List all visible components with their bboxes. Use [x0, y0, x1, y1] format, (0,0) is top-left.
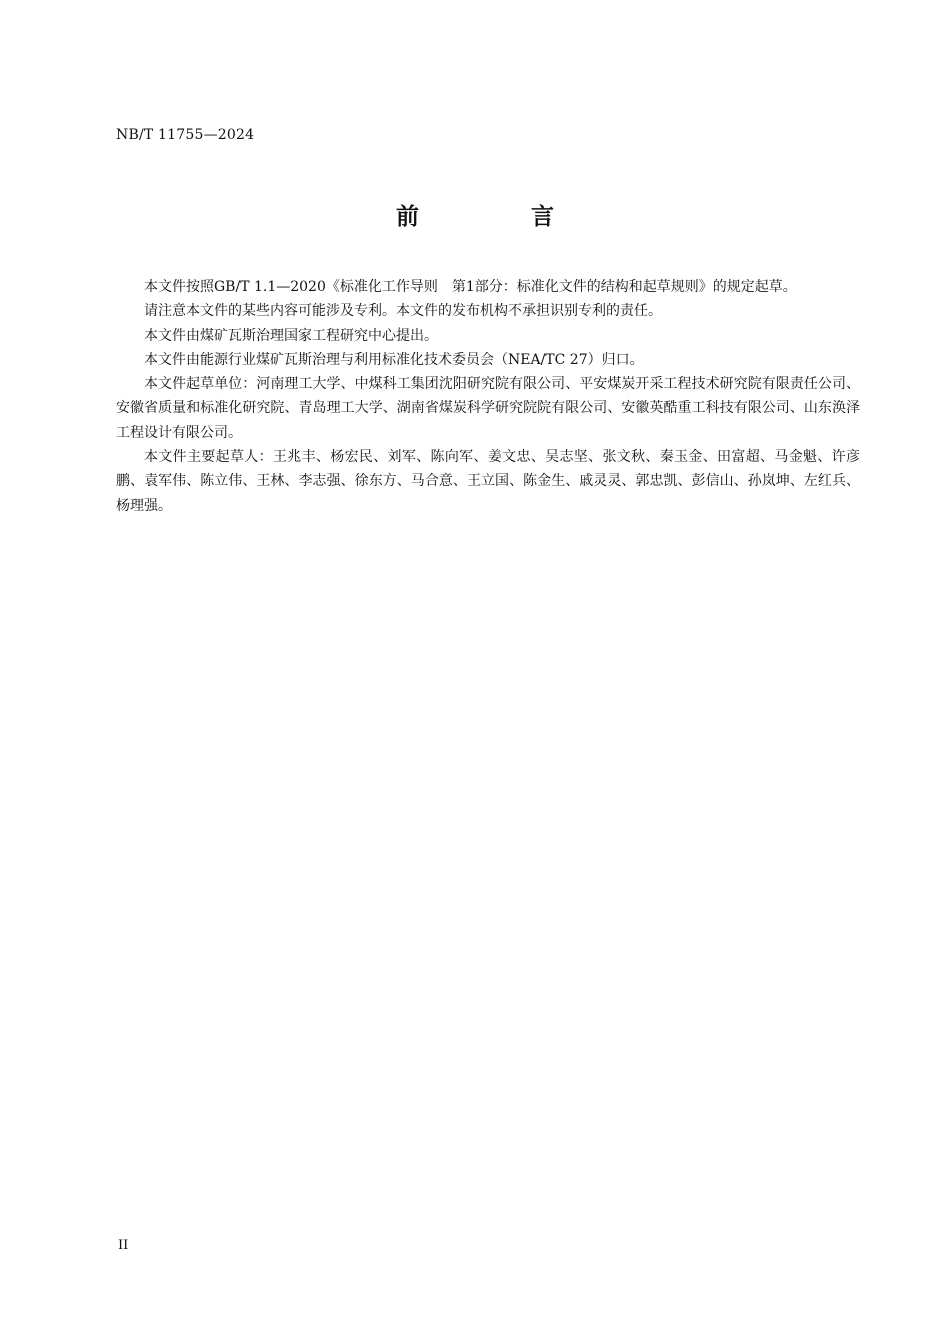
paragraph-proposer: 本文件由煤矿瓦斯治理国家工程研究中心提出。 [144, 327, 438, 344]
page-number: II [118, 1238, 129, 1253]
paragraph-drafting-rules: 本文件按照GB/T 1.1—2020《标准化工作导则 第1部分：标准化文件的结构和起草规则》的规定起草。 [144, 279, 797, 295]
paragraph-drafting-units: 本文件起草单位：河南理工大学、中煤科工集团沈阳研究院有限公司、平安煤炭开采工程技术研究院有限责任公司、安徽省质量和标准化研究院、青岛理工大学、湖南省煤炭科学研究院院有限公司、安徽英酷重工科技有限公司、山东涣泽工程设计有限公司。 [116, 376, 860, 441]
paragraph-administration: 本文件由能源行业煤矿瓦斯治理与利用标准化技术委员会（NEA/TC 27）归口。 [144, 351, 644, 368]
page-title: 前 言 [395, 204, 606, 230]
standard-code: NB/T 11755—2024 [116, 127, 255, 143]
paragraph-patent-notice: 请注意本文件的某些内容可能涉及专利。本文件的发布机构不承担识别专利的责任。 [144, 303, 662, 320]
paragraph-drafters: 本文件主要起草人：王兆丰、杨宏民、刘军、陈向军、姜文忠、吴志坚、张文秋、秦玉金、田富超、马金魁、许彦鹏、袁军伟、陈立伟、王林、李志强、徐东方、马合意、王立国、陈金生、戚灵灵、郭忠凯、彭信山、孙岚坤、左红兵、杨理强。 [116, 449, 860, 514]
foreword-body [116, 275, 860, 518]
